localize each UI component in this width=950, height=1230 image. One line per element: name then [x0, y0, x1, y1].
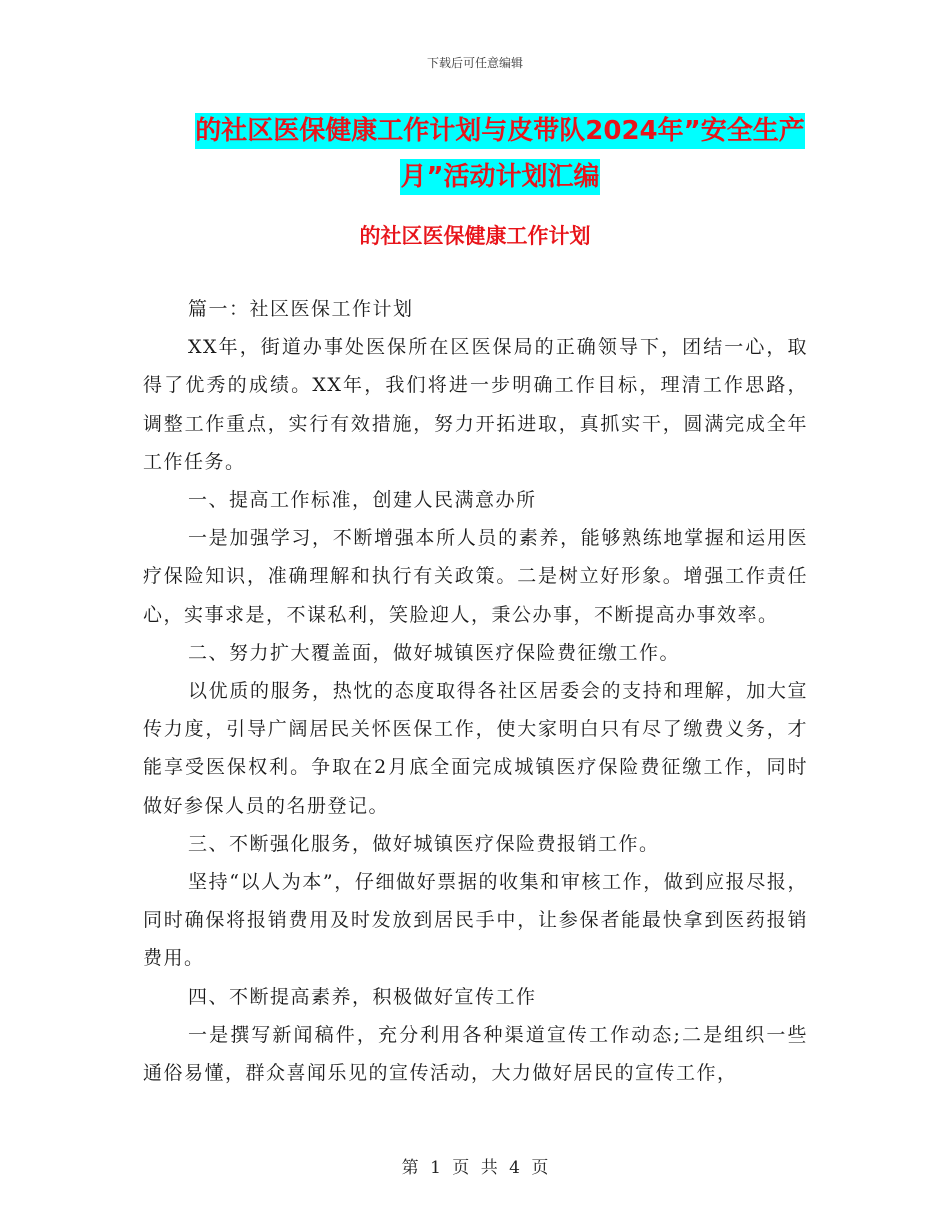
paragraph: 一是撰写新闻稿件，充分利用各种渠道宣传工作动态;二是组织一些通俗易懂，群众喜闻乐见的宣传活动，大力做好居民的宣传工作， — [143, 1023, 808, 1085]
paragraph: 坚持“以人为本”，仔细做好票据的收集和审核工作，做到应报尽报，同时确保将报销费用及时发放到居民手中，让参保者能最快拿到医药报销费用。 — [143, 871, 808, 970]
paragraph: 以优质的服务，热忱的态度取得各社区居委会的支持和理解，加大宣传力度，引导广阔居民关怀医保工作，使大家明白只有尽了缴费义务，才能享受医保权利。争取在2月底全面完成城镇医疗保险费征缴工作，同时做好参保人员的名册登记。 — [143, 680, 808, 817]
paragraph-heading: 一、提高工作标准，创建人民满意办所 — [188, 489, 537, 512]
paragraph-subtitle: 篇一：社区医保工作计划 — [188, 298, 414, 320]
document-title-line-1: 的社区医保健康工作计划与皮带队2024年”安全生产 — [195, 113, 804, 149]
paragraph: XX年，街道办事处医保所在区医保局的正确领导下，团结一心，取得了优秀的成绩。XX年，我们将进一步明确工作目标，理清工作思路，调整工作重点，实行有效措施，努力开拓进取，真抓实干，圆满完成全年工作任务。 — [143, 336, 808, 473]
document-title-line-2: 月”活动计划汇编 — [400, 159, 599, 195]
paragraph: 一是加强学习，不断增强本所人员的素养，能够熟练地掌握和运用医疗保险知识，准确理解和执行有关政策。二是树立好形象。增强工作责任心，实事求是，不谋私利，笑脸迎人，秉公办事，不断提高办事效率。 — [143, 527, 808, 626]
paragraph-heading: 二、努力扩大覆盖面，做好城镇医疗保险费征缴工作。 — [188, 641, 681, 664]
paragraph-heading: 三、不断强化服务，做好城镇医疗保险费报销工作。 — [188, 832, 660, 855]
header-note: 下载后可任意编辑 — [426, 56, 523, 70]
section-title: 的社区医保健康工作计划 — [359, 224, 591, 248]
document-title — [180, 108, 820, 200]
paragraph-heading: 四、不断提高素养，积极做好宣传工作 — [188, 985, 537, 1008]
document-body — [143, 290, 808, 1092]
page-number-footer: 第 1 页 共 4 页 — [401, 1158, 549, 1178]
